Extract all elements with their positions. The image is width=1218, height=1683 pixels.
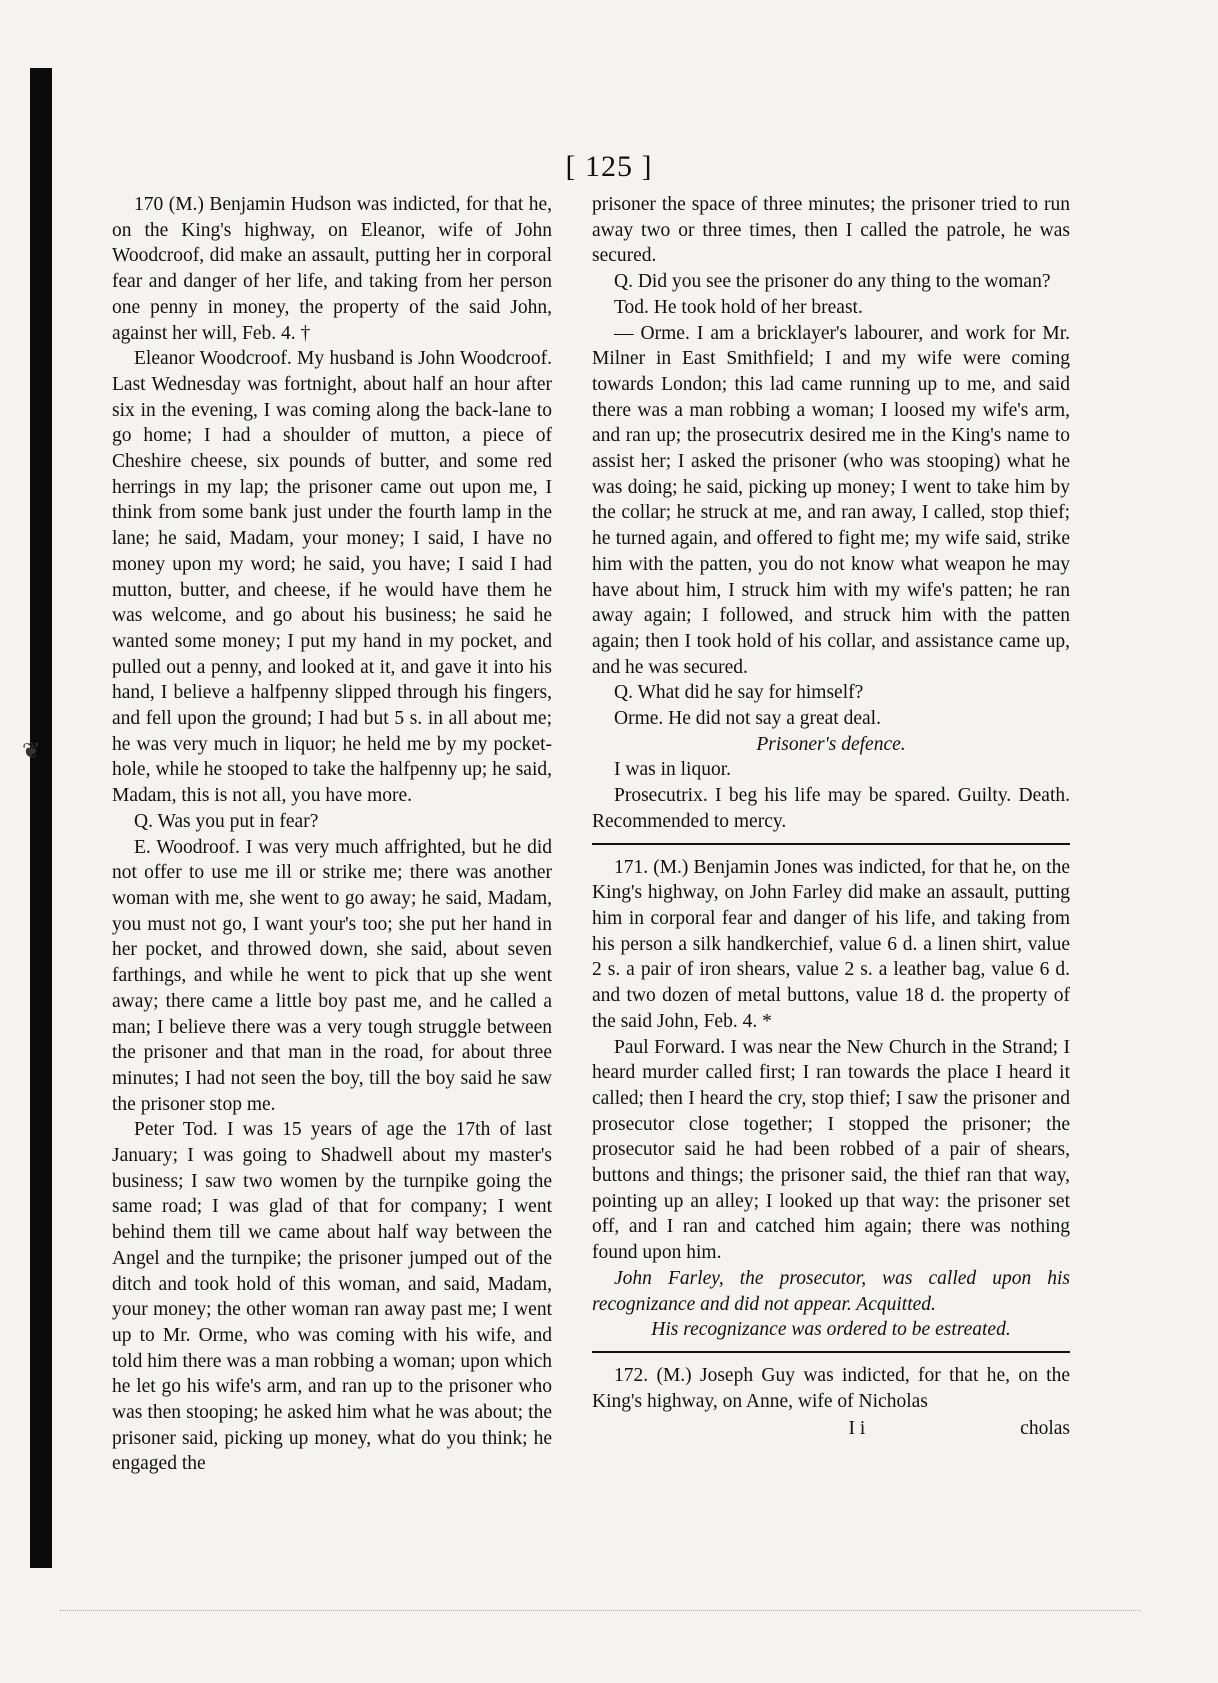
question-paragraph: Q. Did you see the prisoner do any thing to the woman?	[614, 271, 1051, 293]
scan-noise	[60, 1610, 1140, 1621]
page-number: [ 125 ]	[565, 150, 653, 183]
defence-text: I was in liquor.	[614, 759, 731, 781]
section-divider	[592, 1351, 1070, 1353]
testimony-paragraph: Tod. He took hold of her breast.	[614, 296, 863, 318]
signature-mark: I i	[848, 1418, 866, 1440]
verdict-paragraph: John Farley, the prosecutor, was called upon his recognizance and did not appear. Acquitted.	[592, 1267, 1070, 1315]
testimony-paragraph: Paul Forward. I was near the New Church in the Strand; I heard murder called first; I ran towards the place I heard it called; then I heard the cry, stop thief; I saw the prisoner and prosecutor close together; I stopped the prisoner; the prosecutor said he had been robbed of a pair of shears, buttons and things; the prisoner said, the thief ran that way, pointing up an alley; I looked up that way: the prisoner set off, and I ran and catched him again; there was nothing found upon him.	[592, 1036, 1070, 1264]
defence-heading: Prisoner's defence.	[756, 733, 906, 755]
right-column	[592, 192, 1070, 1442]
testimony-paragraph: — Orme. I am a bricklayer's labourer, and work for Mr. Milner in East Smithfield; I and my wife were coming towards London; this lad came running up to me, and said there was a man robbing a woman; I loosed my wife's arm, and ran up; the prosecutrix desired me in the King's name to assist her; I asked the prisoner (who was stooping) what he was doing; he said, picking up money; I went to take him by the collar; he struck at me, and ran away, I called, stop thief; he turned again, and offered to fight me; my wife said, strike him with the patten, you do not know what weapon he may have about him, I struck him with my wife's patten; he ran away again; I followed, and struck him with the patten again; then I took hold of his collar, and assistance came up, and he was secured.	[592, 322, 1070, 678]
margin-ornament: ❦	[22, 738, 41, 763]
left-column	[112, 192, 552, 1477]
indictment-paragraph: 171. (M.) Benjamin Jones was indicted, for that he, on the King's highway, on John Farley did make an assault, putting him in corporal fear and danger of his life, and taking from his person a silk handkerchief, value 6 d. a linen shirt, value 2 s. a pair of iron shears, value 2 s. a leather bag, value 6 d. and two dozen of metal buttons, value 18 d. the property of the said John, Feb. 4. *	[592, 856, 1070, 1032]
testimony-paragraph: E. Woodroof. I was very much affrighted, but he did not offer to use me ill or strike me; there was another woman with me, she went to go away; he said, Madam, you must not go, I want your's too; she put her hand in her pocket, and throwed down, she said, about seven farthings, and while he went to pick that up she went away; there came a little boy past me, and he called a man; I believe there was a very tough struggle between the prisoner and that man in the road, for about three minutes; I had not seen the boy, till the boy said he saw the prisoner stop me.	[112, 836, 552, 1115]
page-binding-edge	[30, 68, 52, 1568]
section-divider	[592, 843, 1070, 845]
testimony-continuation: prisoner the space of three minutes; the prisoner tried to run away two or three times, then I called the patrole, he was secured.	[592, 194, 1070, 267]
testimony-paragraph: Orme. He did not say a great deal.	[614, 708, 881, 730]
catchword: cholas	[1020, 1418, 1070, 1440]
indictment-paragraph: 172. (M.) Joseph Guy was indicted, for that he, on the King's highway, on Anne, wife of Nicholas	[592, 1364, 1070, 1412]
question-paragraph: Q. Was you put in fear?	[134, 810, 319, 832]
question-paragraph: Q. What did he say for himself?	[614, 682, 864, 704]
catchword-line	[592, 1416, 1070, 1442]
indictment-paragraph: 170 (M.) Benjamin Hudson was indicted, for that he, on the King's highway, on Eleanor, wife of John Woodcroof, did make an assault, putting her in corporal fear and danger of her life, and taking from her person one penny in money, the property of the said John, against her will, Feb. 4. †	[112, 194, 552, 344]
testimony-paragraph: Eleanor Woodcroof. My husband is John Woodcroof. Last Wednesday was fortnight, about half an hour after six in the evening, I was coming along the back-lane to go home; I had a shoulder of mutton, a piece of Cheshire cheese, six pounds of butter, and some red herrings in my lap; the prisoner came out upon me, I think from some bank just under the fourth lamp in the lane; he said, Madam, your money; I said, I have no money upon my word; he said, you have; I said I had mutton, butter, and cheese, if he would have them he was welcome, and go about his business; he said he wanted some money; I put my hand in my pocket, and pulled out a penny, and looked at it, and gave it into his hand, I believe a halfpenny slipped through his fingers, and fell upon the ground; I had but 5 s. in all about me; he was very much in liquor; he held me by my pocket-hole, while he stooped to take the halfpenny up; he said, Madam, this is not all, you have more.	[112, 348, 552, 807]
verdict-paragraph: Prosecutrix. I beg his life may be spared. Guilty. Death. Recommended to mercy.	[592, 785, 1070, 832]
testimony-paragraph: Peter Tod. I was 15 years of age the 17th of last January; I was going to Shadwell about my master's business; I saw two women by the turnpike going the same road; I was glad of that for company; I went behind them till we came about half way between the Angel and the turnpike; the prisoner jumped out of the ditch and took hold of this woman, and said, Madam, your money; the other woman ran away past me; I went up to Mr. Orme, who was coming with his wife, and told him there was a man robbing a woman; upon which he let go his wife's arm, and ran up to the prisoner who was then stooping; he asked him what he was about; the prisoner said, picking up money, what do you think; he engaged the	[112, 1119, 552, 1475]
recognizance-note: His recognizance was ordered to be estreated.	[651, 1319, 1011, 1341]
